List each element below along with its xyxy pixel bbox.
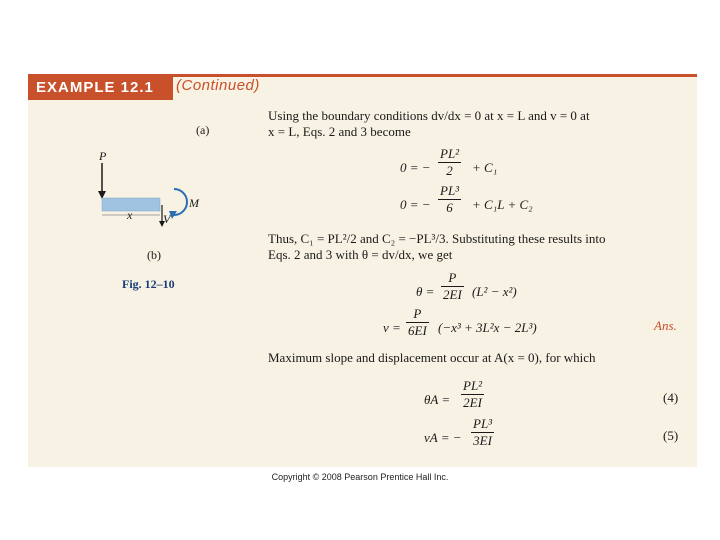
equation-5-numerator: PL² (463, 378, 483, 393)
paragraph-3: Maximum slope and displacement occur at A(x = 0), for which (268, 350, 596, 365)
beam-free-body-diagram (90, 145, 210, 235)
figure-label-b: (b) (147, 248, 161, 262)
equation-5-denominator: 2EI (461, 394, 484, 411)
paragraph-2-line-2: Eqs. 2 and 3 with θ = dv/dx, we get (268, 247, 453, 262)
equation-4-lhs: v = (383, 320, 401, 335)
equation-1-fraction (438, 146, 461, 179)
equation-2-denominator: 6 (438, 199, 461, 216)
figure-label-a: (a) (196, 123, 210, 137)
example-banner: EXAMPLE 12.1 (28, 76, 173, 100)
equation-6-fraction (471, 416, 494, 449)
equation-2-rest: + C₁L + C₂ (472, 197, 533, 212)
equation-5-lhs: θA = (424, 392, 451, 407)
shear-label-v: V (163, 212, 171, 226)
equation-2-lhs: 0 = − (400, 197, 431, 212)
equation-2-fraction (438, 183, 461, 216)
paragraph-2-line-1: Thus, C₁ = PL²/2 and C₂ = −PL³/3. Substituting these results into (268, 231, 606, 246)
equation-4-numerator: P (413, 306, 422, 321)
equation-3-denominator: 2EI (443, 287, 462, 302)
load-label-p: P (99, 149, 107, 163)
equation-1-denominator: 2 (438, 162, 461, 179)
moment-label-m: M (189, 196, 199, 210)
coord-label-x: x (127, 208, 133, 222)
equation-1-lhs: 0 = − (400, 160, 431, 175)
figure-caption: Fig. 12–10 (122, 277, 175, 291)
equation-4-rest: (−x³ + 3L²x − 2L³) (438, 320, 537, 335)
equation-3-fraction (441, 270, 464, 303)
paragraph-1-line-1: Using the boundary conditions dv/dx = 0 at x = L and v = 0 at (268, 108, 590, 123)
answer-label: Ans. (654, 318, 677, 333)
equation-6-tag: (5) (663, 428, 679, 443)
equation-6-lhs: vA = − (424, 430, 462, 445)
equation-1-rest: + C₁ (472, 160, 498, 175)
equation-5-tag: (4) (663, 390, 679, 405)
equation-6-denominator: 3EI (471, 432, 494, 449)
equation-2-numerator: PL³ (440, 183, 460, 198)
continued-label: (Continued) (176, 77, 260, 94)
paragraph-1-line-2: x = L, Eqs. 2 and 3 become (268, 124, 411, 139)
equation-1-numerator: PL² (440, 146, 460, 161)
equation-4-fraction (406, 306, 429, 339)
equation-3-numerator: P (448, 270, 457, 285)
equation-6-numerator: PL³ (473, 416, 493, 431)
copyright-notice: Copyright © 2008 Pearson Prentice Hall Inc. (271, 472, 449, 482)
equation-3-lhs: θ = (416, 284, 435, 299)
equation-4-denominator: 6EI (408, 323, 427, 338)
equation-5-fraction (461, 378, 484, 411)
equation-3-rest: (L² − x²) (472, 284, 517, 299)
